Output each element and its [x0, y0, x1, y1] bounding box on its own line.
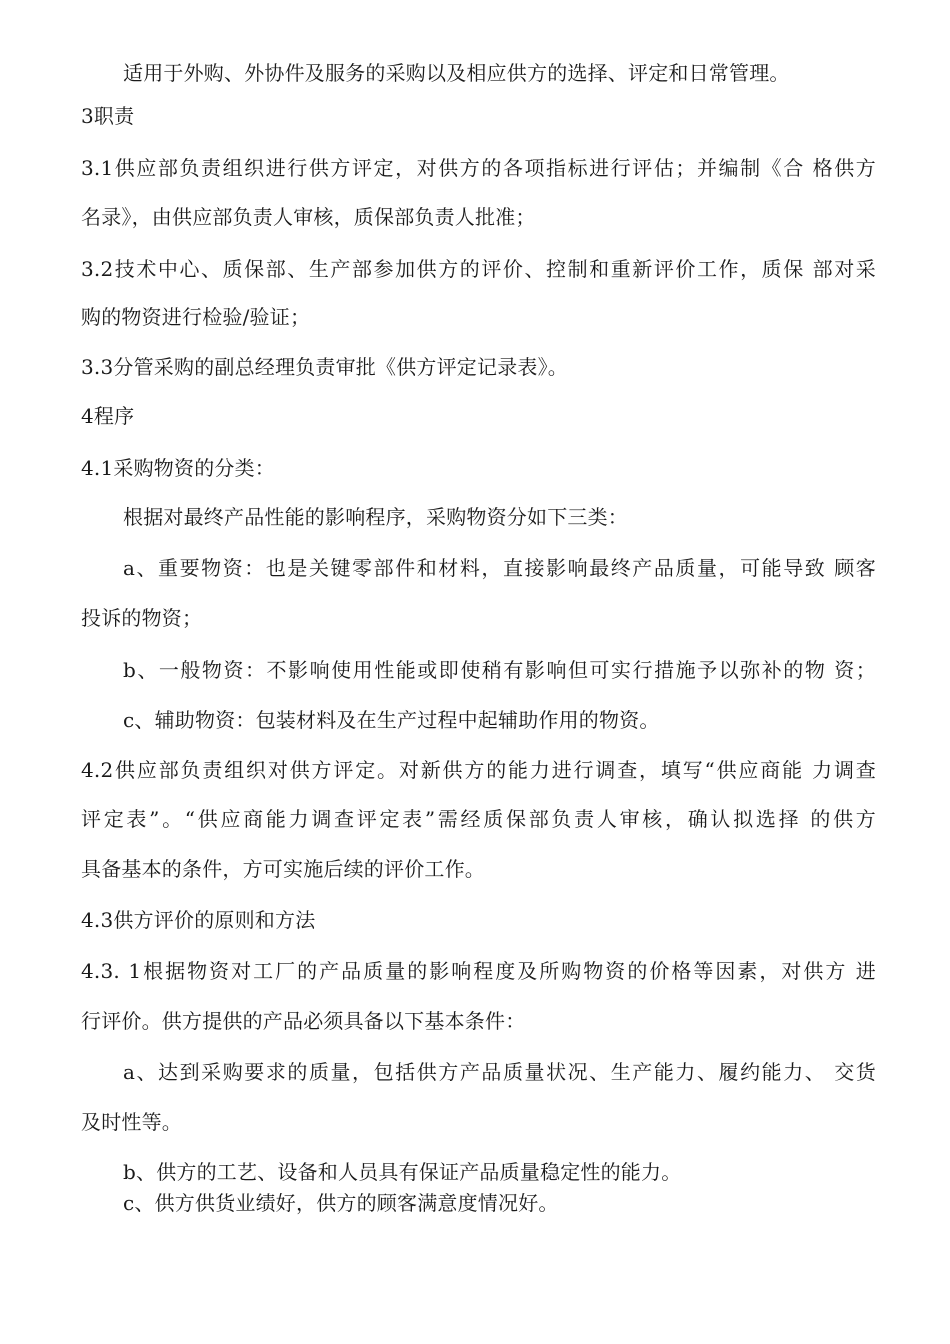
clause-3-1-line-2: 名录》，由供应部负责人审核，质保部负责人批准； — [81, 205, 536, 229]
clause-4-1-intro: 根据对最终产品性能的影响程序，采购物资分如下三类： — [123, 505, 628, 529]
section-heading-responsibilities: 3职责 — [81, 104, 135, 128]
clause-4-3-heading: 4.3供方评价的原则和方法 — [81, 908, 316, 932]
condition-a-line-2: 及时性等。 — [81, 1110, 182, 1134]
condition-c: c、供方供货业绩好，供方的顾客满意度情况好。 — [123, 1191, 559, 1215]
condition-a-line-1: a、达到采购要求的质量，包括供方产品质量状况、生产能力、履约能力、 交货 — [123, 1060, 876, 1084]
clause-3-2-line-1: 3.2技术中心、质保部、生产部参加供方的评价、控制和重新评价工作，质保 部对采 — [81, 257, 876, 281]
clause-4-2-line-2: 评定表”。“供应商能力调查评定表”需经质保部负责人审核，确认拟选择 的供方 — [81, 807, 876, 831]
clause-4-2-line-1: 4.2供应部负责组织对供方评定。对新供方的能力进行调查，填写“供应商能 力调查 — [81, 758, 876, 782]
item-a-important-materials-line-2: 投诉的物资； — [81, 606, 203, 630]
clause-3-2-line-2: 购的物资进行检验/验证； — [81, 305, 311, 329]
item-a-important-materials-line-1: a、重要物资：也是关键零部件和材料，直接影响最终产品质量，可能导致 顾客 — [123, 556, 876, 580]
clause-4-3-1-line-2: 行评价。供方提供的产品必须具备以下基本条件： — [81, 1009, 526, 1033]
clause-4-1-heading: 4.1采购物资的分类： — [81, 456, 276, 480]
item-c-auxiliary-materials: c、辅助物资：包装材料及在生产过程中起辅助作用的物资。 — [123, 708, 660, 732]
condition-b: b、供方的工艺、设备和人员具有保证产品质量稳定性的能力。 — [123, 1160, 682, 1184]
clause-4-2-line-3: 具备基本的条件，方可实施后续的评价工作。 — [81, 857, 485, 881]
clause-3-1-line-1: 3.1供应部负责组织进行供方评定，对供方的各项指标进行评估；并编制《合 格供方 — [81, 156, 876, 180]
scope-paragraph-line: 适用于外购、外协件及服务的采购以及相应供方的选择、评定和日常管理。 — [123, 61, 790, 85]
clause-3-3: 3.3分管采购的副总经理负责审批《供方评定记录表》。 — [81, 355, 569, 379]
section-heading-procedure: 4程序 — [81, 404, 135, 428]
item-b-general-materials: b、一般物资：不影响使用性能或即使稍有影响但可实行措施予以弥补的物 资； — [123, 658, 876, 682]
clause-4-3-1-line-1: 4.3. 1根据物资对工厂的产品质量的影响程度及所购物资的价格等因素，对供方 进 — [81, 959, 876, 983]
